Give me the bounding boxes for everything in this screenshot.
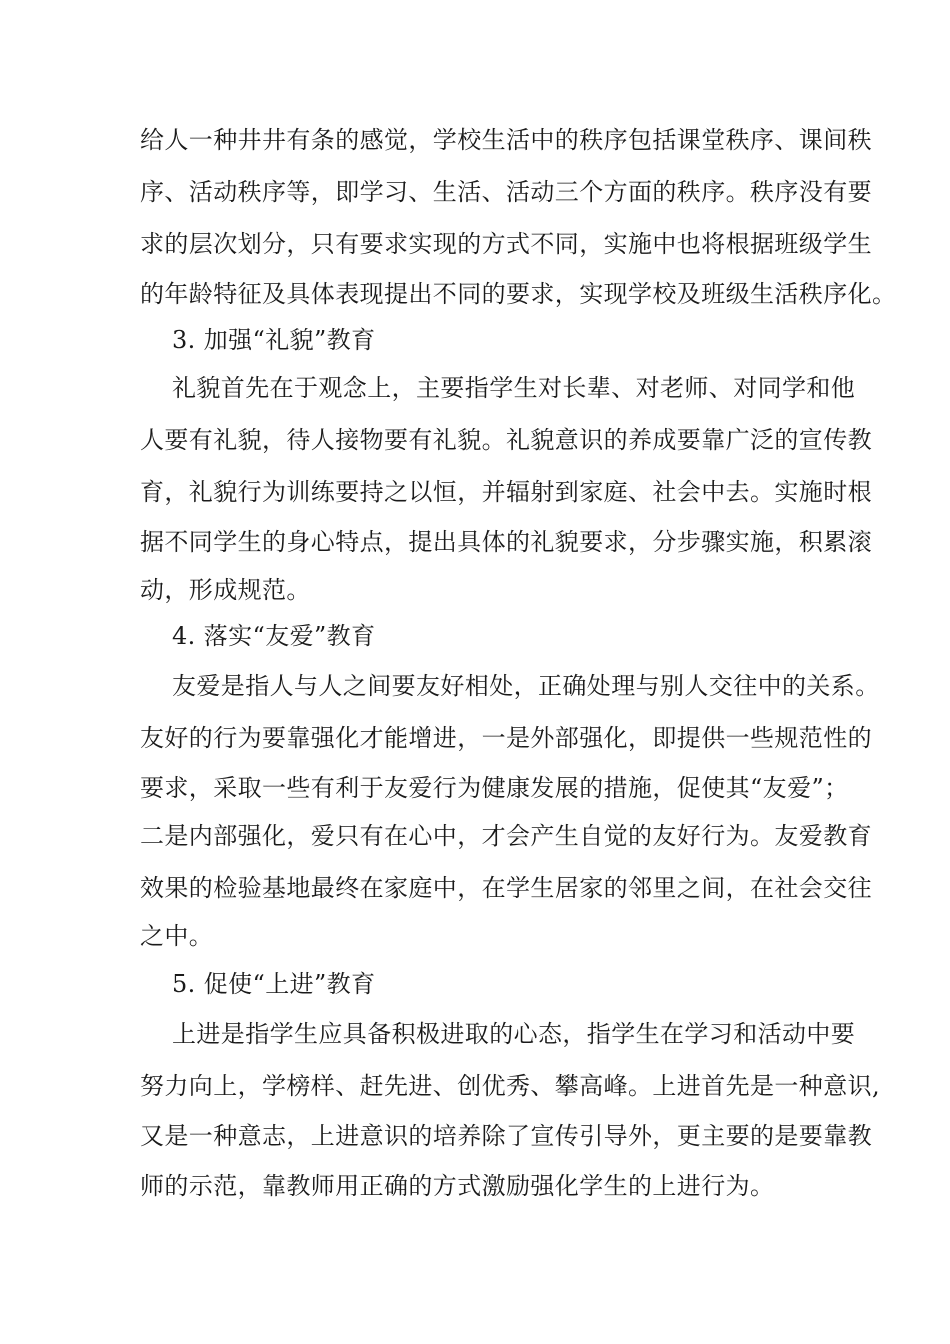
section-heading-5: 5. 促使“上进”教育 [172,970,376,998]
paragraph-line: 之中。 [140,922,214,950]
paragraph-line: 礼貌首先在于观念上，主要指学生对长辈、对老师、对同学和他 [172,374,856,402]
paragraph-line: 上进是指学生应具备积极进取的心态，指学生在学习和活动中要 [172,1020,856,1048]
paragraph-line: 效果的检验基地最终在家庭中，在学生居家的邻里之间，在社会交往 [140,874,872,902]
paragraph-line: 育，礼貌行为训练要持之以恒，并辐射到家庭、社会中去。实施时根 [140,478,872,506]
paragraph-line: 友爱是指人与人之间要友好相处，正确处理与别人交往中的关系。 [172,672,880,700]
paragraph-line: 给人一种井井有条的感觉，学校生活中的秩序包括课堂秩序、课间秩 [140,126,872,154]
paragraph-line: 人要有礼貌，待人接物要有礼貌。礼貌意识的养成要靠广泛的宣传教 [140,426,872,454]
paragraph-line: 序、活动秩序等，即学习、生活、活动三个方面的秩序。秩序没有要 [140,178,872,206]
paragraph-line: 动，形成规范。 [140,576,311,604]
paragraph-line: 二是内部强化，爱只有在心中，才会产生自觉的友好行为。友爱教育 [140,822,872,850]
paragraph-line: 的年龄特征及具体表现提出不同的要求，实现学校及班级生活秩序化。 [140,280,897,308]
section-heading-3: 3. 加强“礼貌”教育 [172,326,376,354]
paragraph-line: 要求，采取一些有利于友爱行为健康发展的措施，促使其“友爱”； [140,774,849,802]
section-heading-4: 4. 落实“友爱”教育 [172,622,376,650]
paragraph-line: 师的示范，靠教师用正确的方式激励强化学生的上进行为。 [140,1172,775,1200]
paragraph-line: 据不同学生的身心特点，提出具体的礼貌要求，分步骤实施，积累滚 [140,528,872,556]
paragraph-line: 努力向上，学榜样、赶先进、创优秀、攀高峰。上进首先是一种意识, [140,1072,881,1100]
paragraph-line: 求的层次划分，只有要求实现的方式不同，实施中也将根据班级学生 [140,230,872,258]
paragraph-line: 友好的行为要靠强化才能增进，一是外部强化，即提供一些规范性的 [140,724,872,752]
paragraph-line: 又是一种意志，上进意识的培养除了宣传引导外，更主要的是要靠教 [140,1122,872,1150]
